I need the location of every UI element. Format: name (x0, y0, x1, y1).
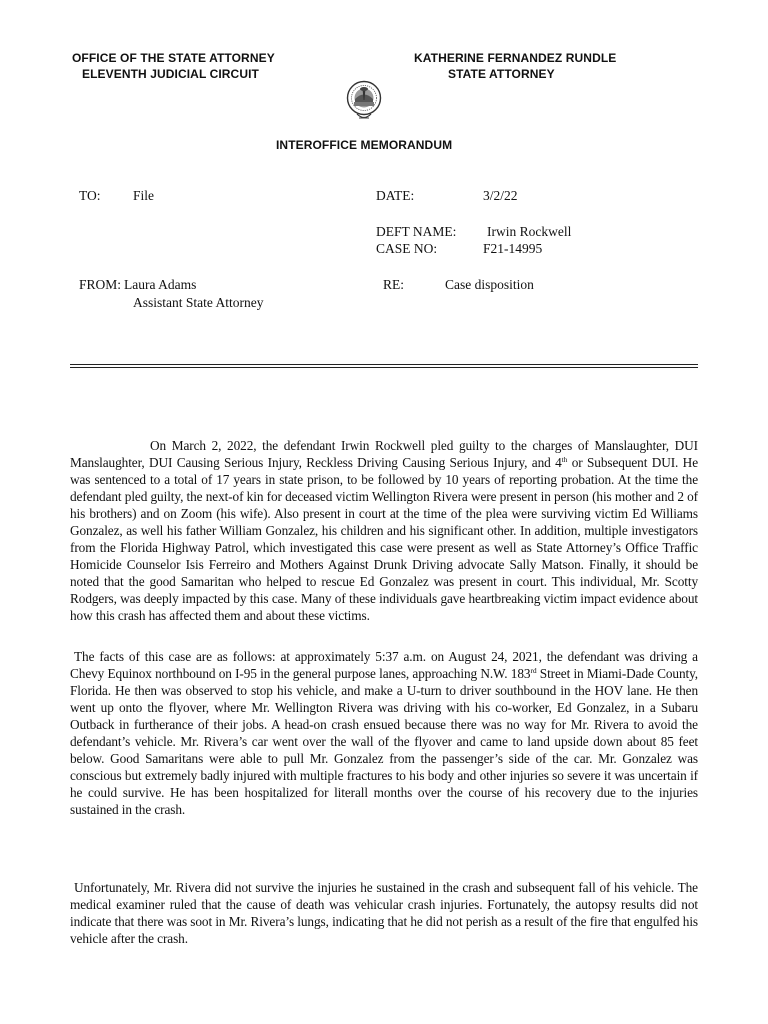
to-value: File (133, 188, 155, 203)
deft-name-value: Irwin Rockwell (487, 224, 572, 239)
state-seal-icon (346, 80, 382, 126)
attorney-title: STATE ATTORNEY (448, 67, 555, 81)
office-name-line2: ELEVENTH JUDICIAL CIRCUIT (82, 67, 259, 81)
paragraph-plea-text-b: or Subsequent DUI. He was sentenced to a total of 17 years in state prison, to be followed by 10 years of reporting probation. At the time the defendant pled guilty, the next-of kin for deceased victim Wellington Rivera were present in person (his mother and 2 of his brothers) and on Zoom (his wife). Also present in court at the time of the plea were surviving victim Ed Williams Gonzalez, as well his father William Gonzalez, his children and his significant other. In addition, multiple investigators from the Florida Highway Patrol, which investigated this case were present as well as State Attorney’s Office Traffic Homicide Counselor Isis Ferreiro and Mothers Against Drunk Driving advocate Sally Matson. Finally, it should be noted that the good Samaritan who helped to rescue Ed Gonzalez was present in court. This individual, Mr. Scotty Rodgers, was deeply impacted by this case. Many of these individuals gave heartbreaking victim impact evidence about how this crash has affected them and about these victims. (70, 455, 698, 623)
divider-line-top (70, 364, 698, 365)
from-name: Laura Adams (124, 277, 197, 292)
paragraph-facts (70, 648, 698, 818)
re-label: RE: (383, 277, 405, 292)
date-label: DATE: (376, 188, 415, 203)
paragraph-facts-text-b: Street in Miami-Dade County, Florida. He then was observed to stop his vehicle, and make a U-turn to driver southbound in the HOV lane. He then went up onto the flyover, where Mr. Wellington Rivera was driving with his co-worker, Ed Gonzalez, in a Subaru Outback in furtherance of their jobs. A head-on crash ensued because there was no way for Mr. Rivera to avoid the defendant’s vehicle. Mr. Rivera’s car went over the wall of the flyover and came to land upside down about 85 feet below. Good Samaritans were able to pull Mr. Gonzalez from the passenger’s side of the car. Mr. Gonzalez was conscious but extremely badly injured with multiple fractures to his body and other injuries so severe it was uncertain if he could survive. He has been hospitalized for literall months over the course of his recovery due to the injuries sustained in the crash. (70, 666, 699, 817)
divider-line-bottom (70, 367, 698, 368)
memo-title: INTEROFFICE MEMORANDUM (276, 138, 453, 152)
to-label: TO: (79, 188, 101, 203)
ordinal-suffix: rd (530, 666, 537, 675)
deft-name-label: DEFT NAME: (376, 224, 457, 239)
paragraph-outcome: Unfortunately, Mr. Rivera did not survive the injuries he sustained in the crash and subsequent fall of his vehicle. The medical examiner ruled that the cause of death was vehicular crash injuries. Fortunately, the autopsy results did not indicate that there was soot in Mr. Rivera’s lungs, indicating that he did not perish as a result of the fire that engulfed his vehicle after the crash. (70, 880, 698, 946)
attorney-name: KATHERINE FERNANDEZ RUNDLE (414, 51, 617, 65)
date-value: 3/2/22 (483, 188, 518, 203)
office-name-line1: OFFICE OF THE STATE ATTORNEY (72, 51, 275, 65)
case-no-value: F21-14995 (483, 241, 543, 256)
re-value: Case disposition (445, 277, 534, 292)
paragraph-plea (70, 437, 698, 624)
ordinal-suffix: th (561, 455, 568, 464)
from-label: FROM: (79, 277, 122, 292)
paragraph-facts-text-a: The facts of this case are as follows: at approximately 5:37 a.m. on August 24, 2021, the defendant was driving a Chevy Equinox northbound on I-95 in the general purpose lanes, approaching N.W. 183 (70, 649, 698, 681)
case-no-label: CASE NO: (376, 241, 438, 256)
from-title: Assistant State Attorney (133, 295, 264, 310)
paragraph-plea-text-a: On March 2, 2022, the defendant Irwin Rockwell pled guilty to the charges of Manslaughter, DUI Manslaughter, DUI Causing Serious Injury, Reckless Driving Causing Serious Injury, and 4 (70, 438, 698, 470)
